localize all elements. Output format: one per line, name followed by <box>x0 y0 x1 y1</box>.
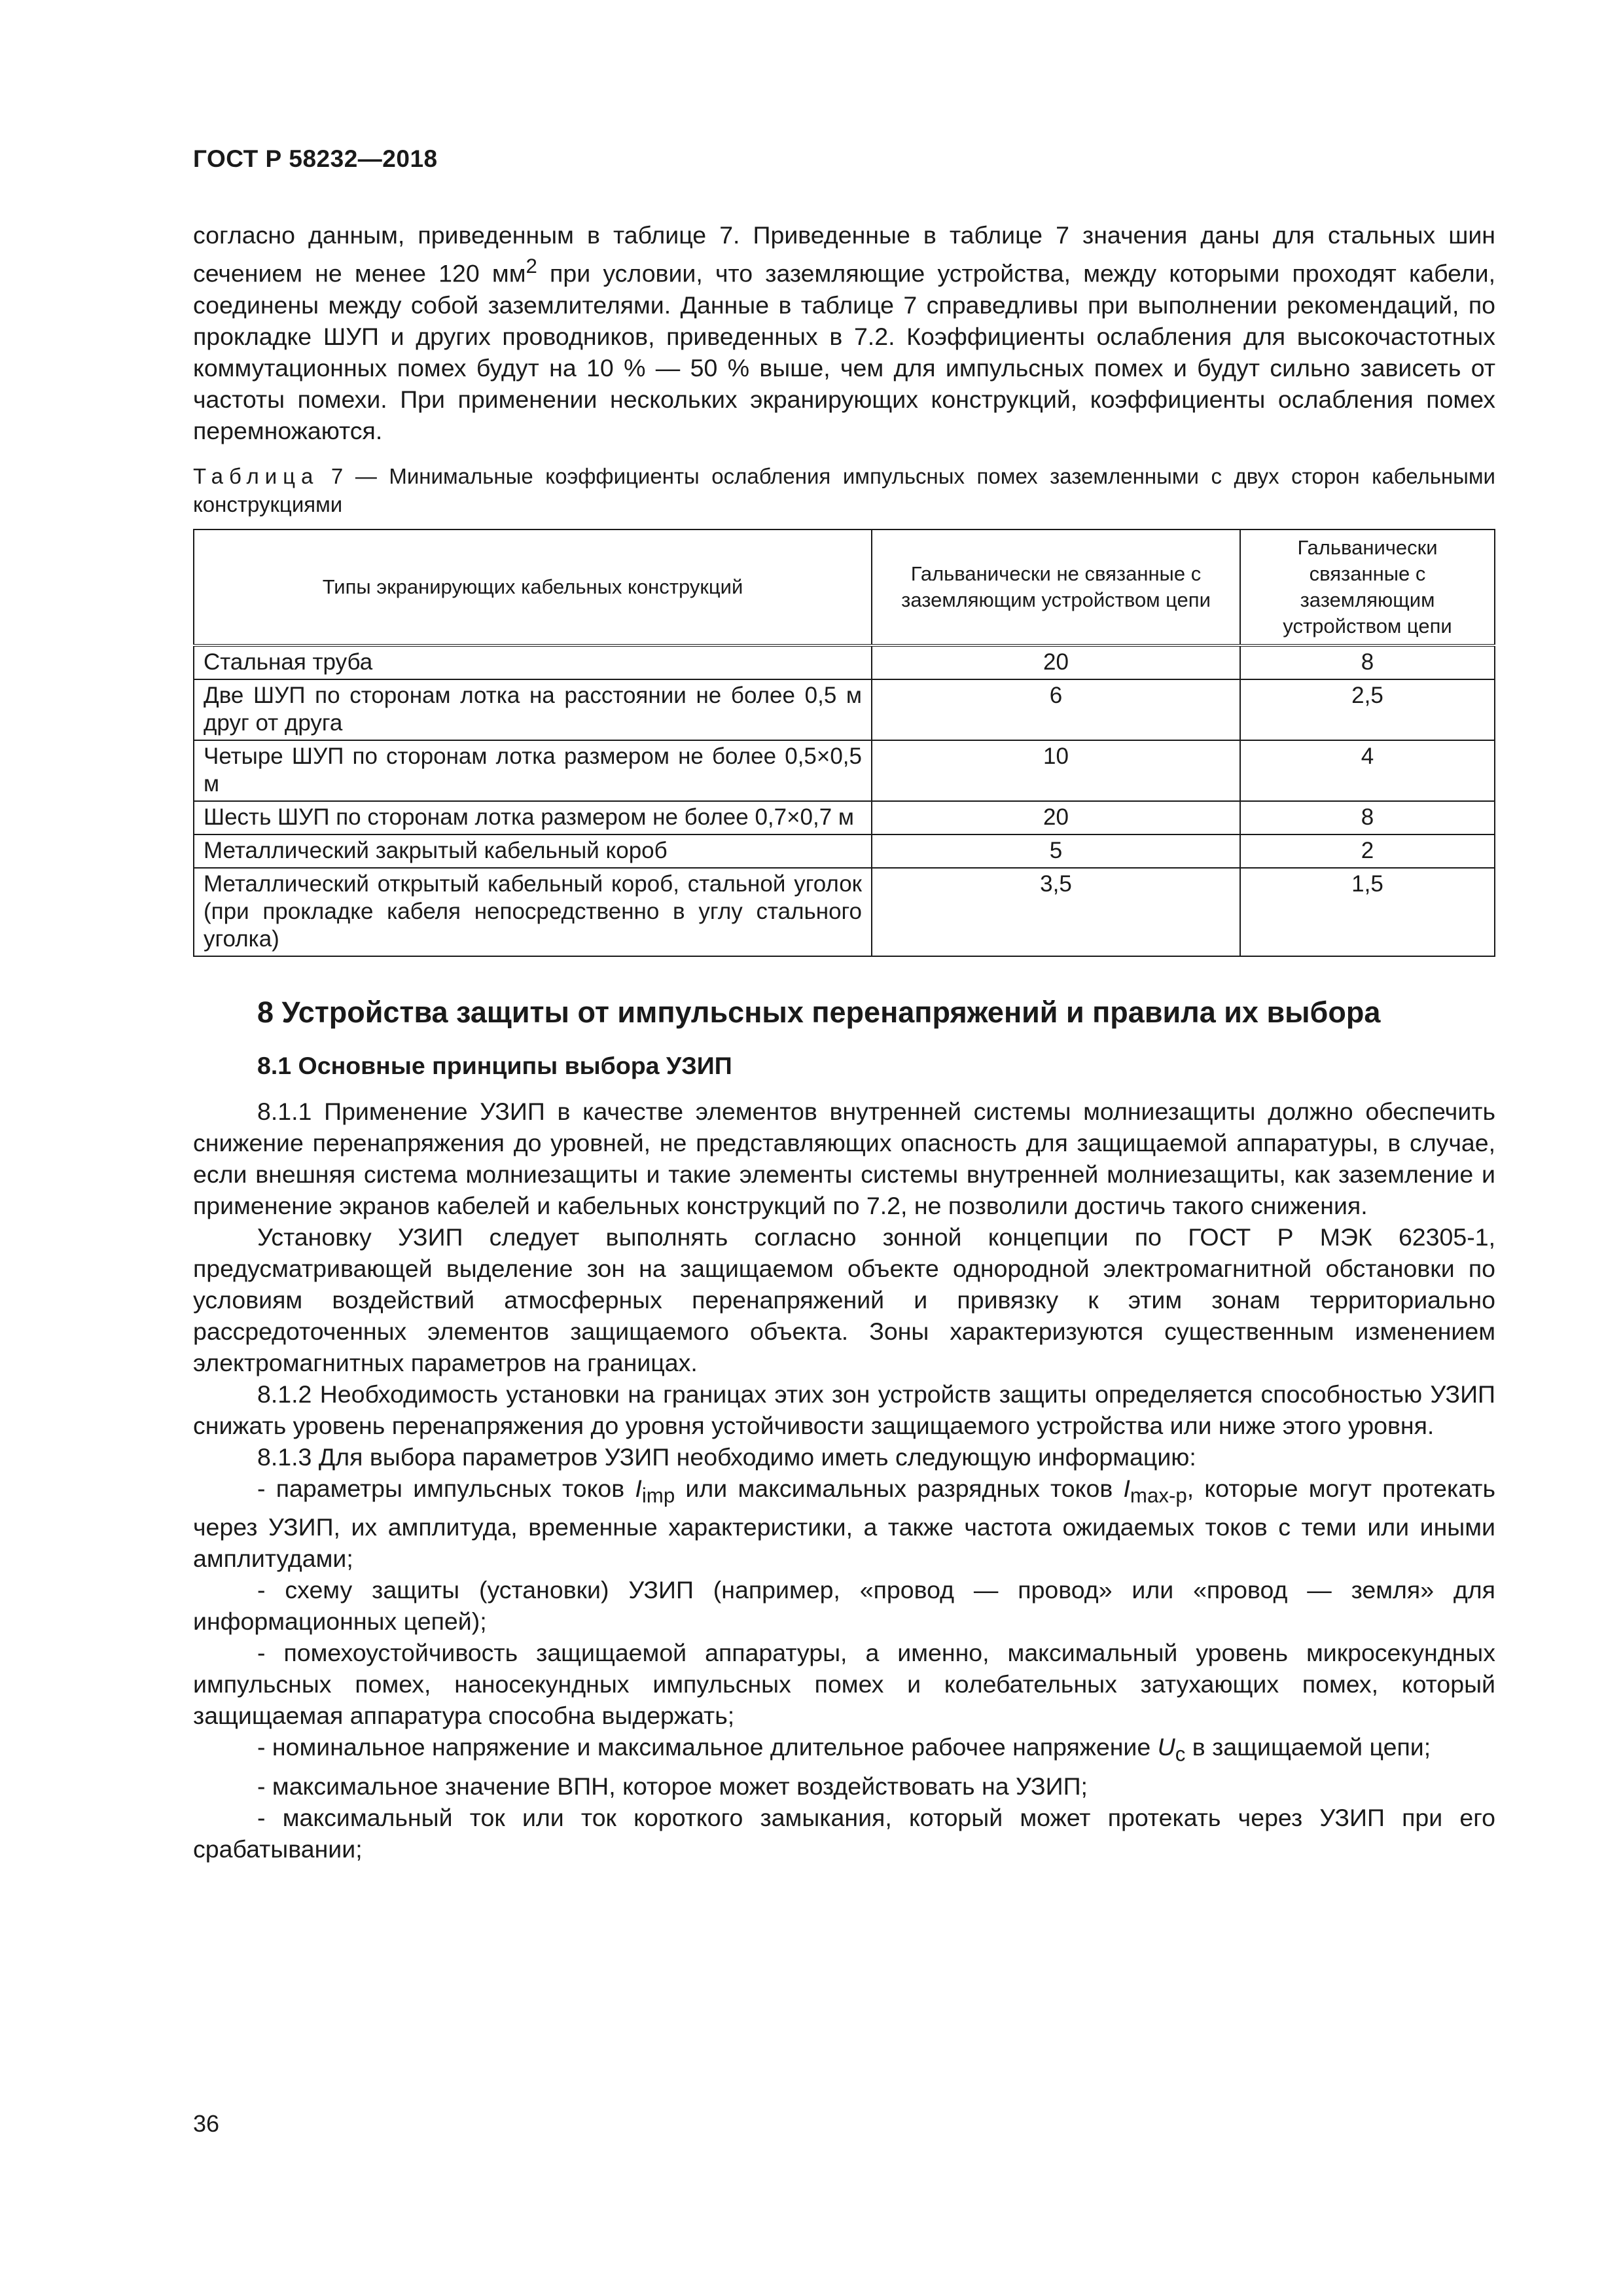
cell-not-connected: 5 <box>872 834 1240 868</box>
table-row <box>194 645 1495 679</box>
table-caption-label: Таблица <box>193 463 319 488</box>
cell-connected: 8 <box>1240 801 1495 834</box>
table-row <box>194 834 1495 868</box>
cell-type: Четыре ШУП по сторонам лотка размером не более 0,5×0,5 м <box>194 740 872 801</box>
item4-text-b: в защищаемой цепи; <box>1185 1733 1431 1761</box>
cell-not-connected: 10 <box>872 740 1240 801</box>
table-row <box>194 801 1495 834</box>
cell-connected: 4 <box>1240 740 1495 801</box>
document-header: ГОСТ Р 58232—2018 <box>193 145 438 172</box>
cell-not-connected: 6 <box>872 679 1240 740</box>
item4-subscript-c: c <box>1175 1742 1186 1766</box>
list-item-voltage <box>193 1731 1495 1770</box>
paragraph-installation: Установку УЗИП следует выполнять согласно зонной концепции по ГОСТ Р МЭК 62305-1, предусматривающей выделение зон на защищаемом объекте однородной электромагнитной обстановки по условиям воздействий атмосферных перенапряжений и привязку к этим зонам территориально рассредоточенных элементов защищаемого объекта. Зоны характеризуются существенным изменением электромагнитных параметров на границах. <box>193 1223 1495 1376</box>
cell-connected: 2 <box>1240 834 1495 868</box>
table-row <box>194 679 1495 740</box>
cell-not-connected: 20 <box>872 645 1240 679</box>
cell-connected: 2,5 <box>1240 679 1495 740</box>
page-number: 36 <box>193 2110 220 2137</box>
item1-text-c: , которые могут протекать через УЗИП, их амплитуда, временные характеристики, а также частота ожидаемых токов с теми или иными амплитудами; <box>193 1474 1496 1572</box>
cell-connected: 1,5 <box>1240 868 1495 956</box>
table-row <box>194 868 1495 956</box>
table-caption <box>193 462 1495 518</box>
cell-type: Металлический закрытый кабельный короб <box>194 834 872 868</box>
table-header-row <box>194 529 1495 645</box>
header-cell-types: Типы экранирующих кабельных конструкций <box>194 529 872 645</box>
cell-type: Металлический открытый кабельный короб, стальной уголок (при прокладке кабеля непосредственно в углу стального уголка) <box>194 868 872 956</box>
subsection-8-1-title: 8.1 Основные принципы выбора УЗИП <box>257 1051 732 1079</box>
table-caption-text: 7 — Минимальные коэффициенты ослабления импульсных помех заземленными с двух сторон кабельными конструкциями <box>193 463 1495 516</box>
paragraph-8-1-1: 8.1.1 Применение УЗИП в качестве элементов внутренней системы молниезащиты должно обеспечить снижение перенапряжения до уровней, не представляющих опасность для защищаемой аппаратуры, в случае, если внешняя система молниезащиты и такие элементы системы внутренней молниезащиты, как заземление и применение экранов кабелей и кабельных конструкций по 7.2, не позволили достичь такого снижения. <box>193 1097 1495 1219</box>
header-cell-connected: Гальванически связанные с заземляющим устройством цепи <box>1240 529 1495 645</box>
item1-symbol-i: I <box>635 1474 642 1502</box>
paragraph-8-1-2: 8.1.2 Необходимость установки на границах этих зон устройств защиты определяется способностью УЗИП снижать уровень перенапряжения до уровня устойчивости защищаемого устройства или ниже этого уровня. <box>193 1380 1495 1439</box>
item1-subscript-max: max-p <box>1130 1484 1187 1507</box>
intro-superscript: 2 <box>526 255 537 278</box>
item4-symbol-u: U <box>1157 1733 1175 1761</box>
cell-type: Шесть ШУП по сторонам лотка размером не более 0,7×0,7 м <box>194 801 872 834</box>
cell-not-connected: 20 <box>872 801 1240 834</box>
table-row <box>194 740 1495 801</box>
list-item-protection-scheme: - схему защиты (установки) УЗИП (например, «провод — провод» или «провод — земля» для информационных цепей); <box>193 1576 1495 1635</box>
header-cell-not-connected: Гальванически не связанные с заземляющим устройством цепи <box>872 529 1240 645</box>
item1-text-b: или максимальных разрядных токов <box>675 1474 1124 1502</box>
section-8-title: 8 Устройства защиты от импульсных перенапряжений и правила их выбора <box>257 995 1381 1029</box>
list-item-pulse-currents <box>193 1473 1495 1575</box>
paragraph-8-1-3: 8.1.3 Для выбора параметров УЗИП необходимо иметь следующую информацию: <box>257 1443 1196 1471</box>
item1-text-a: - параметры импульсных токов <box>257 1474 635 1502</box>
attenuation-table <box>193 529 1495 957</box>
list-item-max-overvoltage: - максимальное значение ВПН, которое может воздействовать на УЗИП; <box>257 1772 1088 1800</box>
item1-symbol-i2: I <box>1123 1474 1130 1502</box>
cell-type: Две ШУП по сторонам лотка на расстоянии не более 0,5 м друг от друга <box>194 679 872 740</box>
list-item-immunity: - помехоустойчивость защищаемой аппаратуры, а именно, максимальный уровень микросекундных импульсных помех, наносекундных импульсных помех и колебательных затухающих помех, который защищаемая аппаратура способна выдержать; <box>193 1639 1495 1729</box>
list-item-short-circuit: - максимальный ток или ток короткого замыкания, который может протекать через УЗИП при его срабатывании; <box>193 1803 1495 1863</box>
cell-type: Стальная труба <box>194 645 872 679</box>
item1-subscript-imp: imp <box>641 1484 675 1507</box>
cell-connected: 8 <box>1240 645 1495 679</box>
intro-text-part-2: при условии, что заземляющие устройства, между которыми проходят кабели, соединены между собой заземлителями. Данные в таблице 7 справедливы при выполнении рекомендаций, по прокладке ШУП и других проводников, приведенных в 7.2. Коэффициенты ослабления для высокочастотных коммутационных помех будут на 10 % — 50 % выше, чем для импульсных помех и будут сильно зависеть от частоты помехи. При применении нескольких экранирующих конструкций, коэффициенты ослабления помех перемножаются. <box>193 259 1495 444</box>
page-content <box>193 219 1495 1865</box>
cell-not-connected: 3,5 <box>872 868 1240 956</box>
intro-text-part-1: согласно данным, приведенным в таблице 7. Приведенные в таблице 7 значения даны для стальных шин сечением не менее 120 мм <box>193 221 1495 287</box>
item4-text-a: - номинальное напряжение и максимальное длительное рабочее напряжение <box>257 1733 1158 1761</box>
intro-paragraph <box>193 219 1495 446</box>
